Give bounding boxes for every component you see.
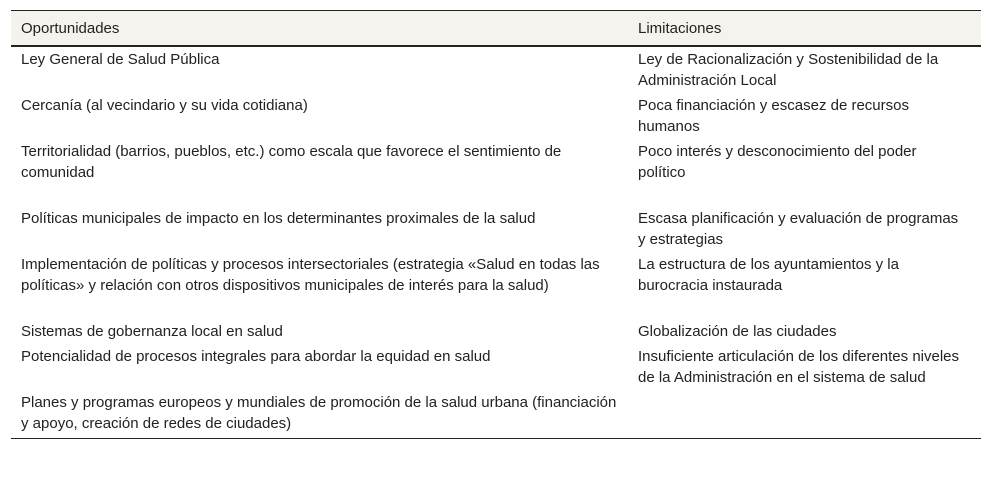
limitacion-cell: Globalización de las ciudades — [638, 323, 837, 340]
table-row — [11, 252, 981, 319]
opportunities-limitations-table-container — [11, 10, 981, 439]
table-row — [11, 46, 981, 93]
table-body — [11, 46, 981, 439]
oportunidad-cell: Políticas municipales de impacto en los determinantes proximales de la salud — [21, 210, 536, 227]
limitacion-cell: Ley de Racionalización y Sostenibilidad de la Administración Local — [638, 51, 939, 89]
header-limitaciones: Limitaciones — [628, 11, 981, 47]
oportunidad-cell: Territorialidad (barrios, pueblos, etc.) como escala que favorece el sentimiento de comunidad — [21, 143, 562, 181]
table-row — [11, 344, 981, 390]
oportunidad-cell: Ley General de Salud Pública — [21, 51, 220, 68]
limitacion-cell: Poco interés y desconocimiento del poder político — [638, 143, 917, 181]
limitacion-cell: Escasa planificación y evaluación de programas y estrategias — [638, 210, 959, 248]
table-row — [11, 390, 981, 439]
header-row — [11, 11, 981, 47]
opportunities-limitations-table — [11, 10, 981, 439]
table-row — [11, 319, 981, 344]
oportunidad-cell: Potencialidad de procesos integrales para abordar la equidad en salud — [21, 348, 491, 365]
table-row — [11, 139, 981, 206]
table-row — [11, 93, 981, 139]
limitacion-cell: Insuficiente articulación de los diferentes niveles de la Administración en el sistema de salud — [638, 348, 960, 386]
limitacion-cell: La estructura de los ayuntamientos y la burocracia instaurada — [638, 256, 899, 294]
oportunidad-cell: Sistemas de gobernanza local en salud — [21, 323, 283, 340]
oportunidad-cell: Cercanía (al vecindario y su vida cotidiana) — [21, 97, 308, 114]
limitacion-cell: Poca financiación y escasez de recursos humanos — [638, 97, 909, 135]
limitacion-cell — [628, 390, 981, 439]
table-row — [11, 206, 981, 252]
table-header — [11, 11, 981, 47]
header-oportunidades: Oportunidades — [11, 11, 628, 47]
oportunidad-cell: Implementación de políticas y procesos intersectoriales (estrategia «Salud en todas las políticas» y relación con otros dispositivos municipales de interés para la salud) — [21, 256, 600, 294]
oportunidad-cell: Planes y programas europeos y mundiales de promoción de la salud urbana (financiación y apoyo, creación de redes de ciudades) — [21, 394, 617, 432]
